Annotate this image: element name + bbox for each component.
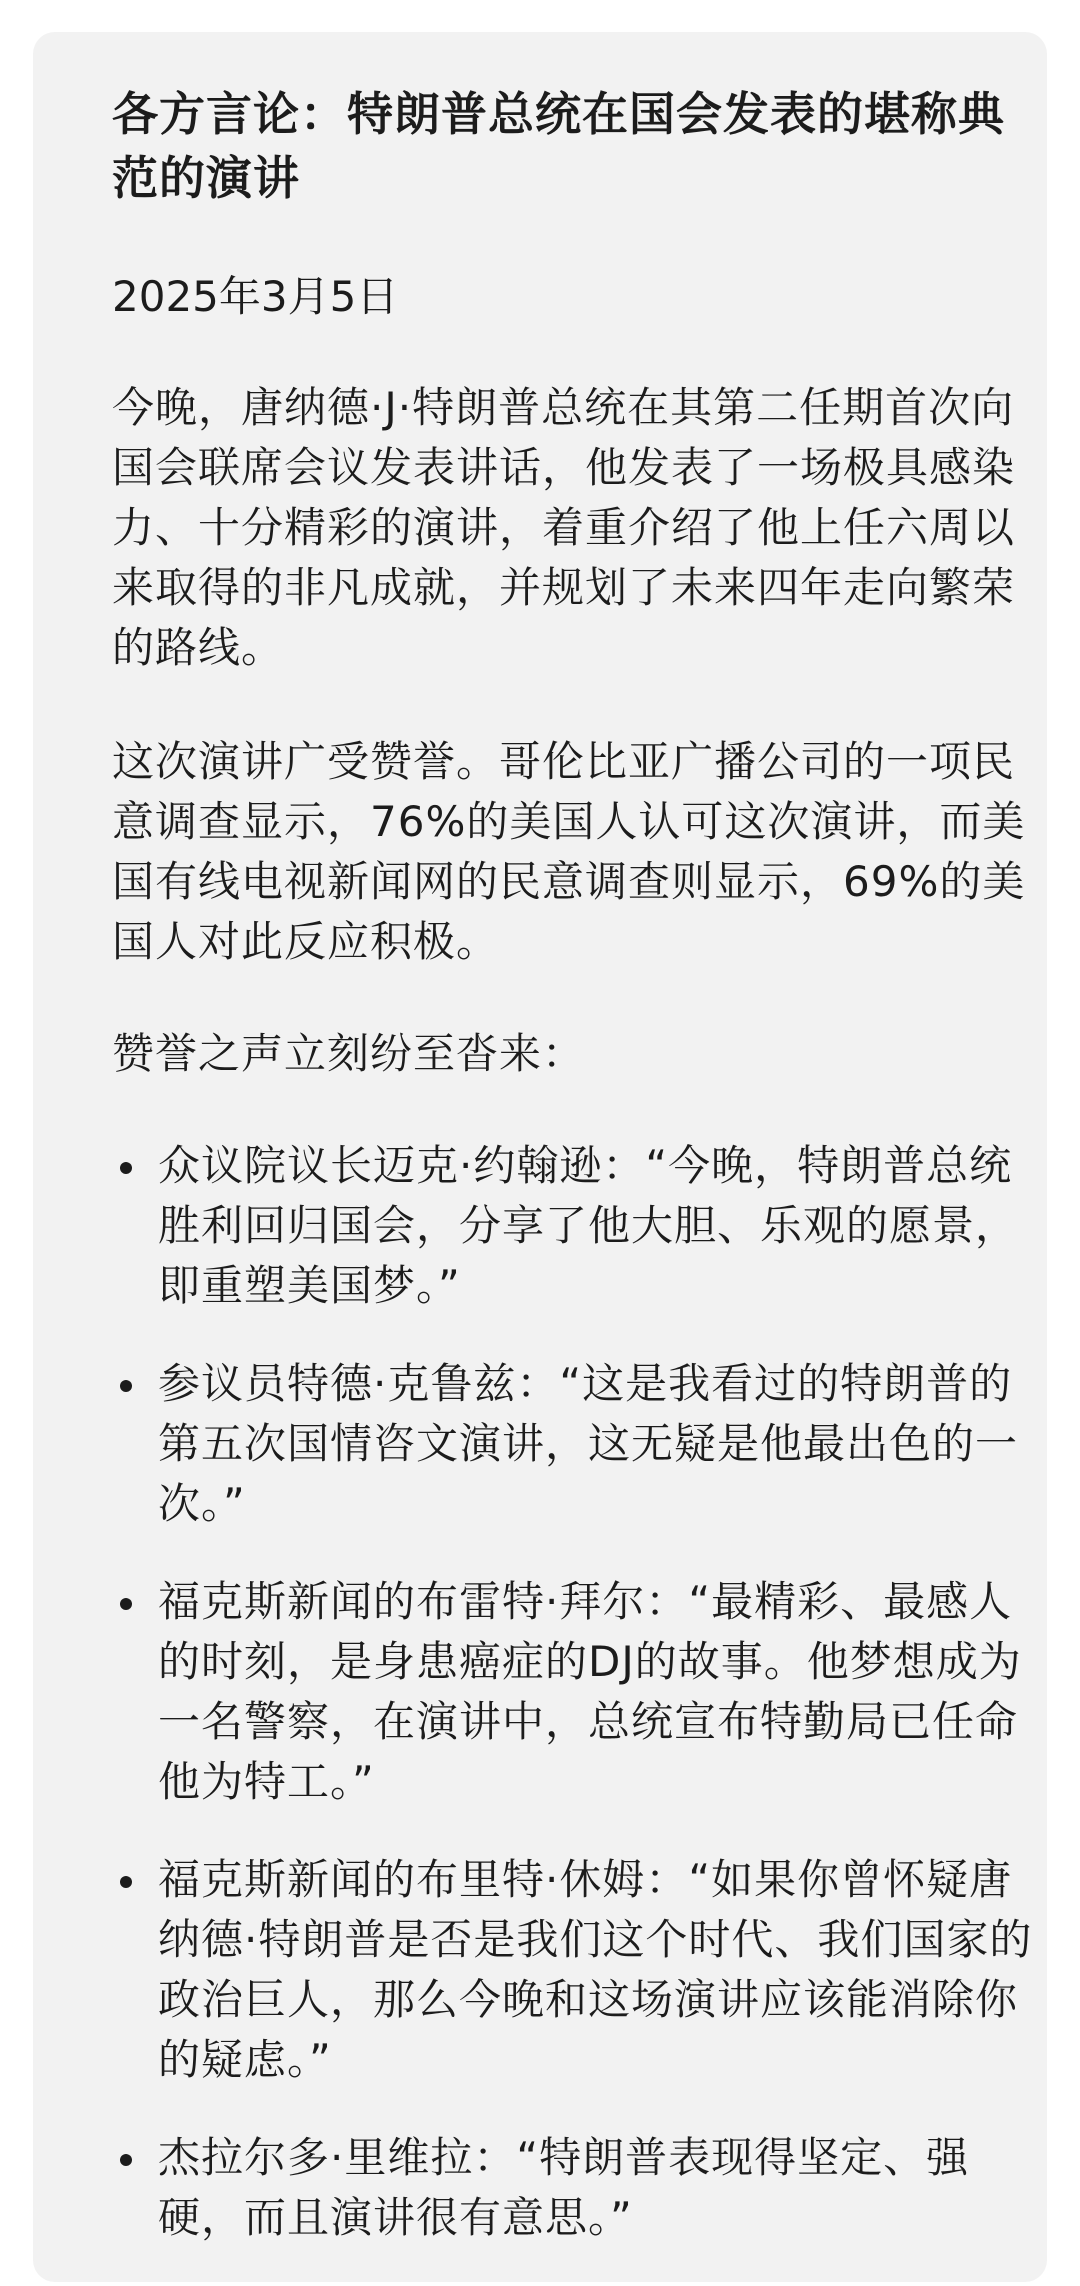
quote-text: 福克斯新闻的布里特·休姆：“如果你曾怀疑唐纳德·特朗普是否是我们这个时代、我们国家的政治巨人，那么今晚和这场演讲应该能消除你的疑虑。” xyxy=(158,1855,1033,2084)
quote-text: 众议院议长迈克·约翰逊：“今晚，特朗普总统胜利回归国会，分享了他大胆、乐观的愿景，即重塑美国梦。” xyxy=(158,1141,1019,1310)
bullet-icon xyxy=(120,2154,132,2166)
bullet-icon xyxy=(120,1598,132,1610)
quotes-list xyxy=(112,1136,1042,2248)
quote-item xyxy=(112,1572,1042,1812)
quote-item xyxy=(112,1136,1042,1316)
bullet-icon xyxy=(120,1162,132,1174)
article-title: 各方言论：特朗普总统在国会发表的堪称典范的演讲 xyxy=(112,87,1005,205)
bullet-icon xyxy=(120,1876,132,1888)
quote-text: 杰拉尔多·里维拉：“特朗普表现得坚定、强硬，而且演讲很有意思。” xyxy=(158,2133,970,2242)
quotes-intro: 赞誉之声立刻纷至沓来： xyxy=(112,1029,586,1078)
article-card xyxy=(33,32,1047,2282)
quote-item xyxy=(112,1850,1042,2090)
article-paragraph: 今晚，唐纳德·J·特朗普总统在其第二任期首次向国会联席会议发表讲话，他发表了一场极具感染力、十分精彩的演讲，着重介绍了他上任六周以来取得的非凡成就，并规划了未来四年走向繁荣的路线。 xyxy=(112,383,1016,672)
article-date: 2025年3月5日 xyxy=(112,272,399,321)
bullet-icon xyxy=(120,1380,132,1392)
article-content xyxy=(112,82,1042,2286)
quote-text: 参议员特德·克鲁兹：“这是我看过的特朗普的第五次国情咨文演讲，这无疑是他最出色的一次。” xyxy=(158,1359,1019,1528)
article-paragraph: 这次演讲广受赞誉。哥伦比亚广播公司的一项民意调查显示，76%的美国人认可这次演讲，而美国有线电视新闻网的民意调查则显示，69%的美国人对此反应积极。 xyxy=(112,737,1026,966)
quote-text: 福克斯新闻的布雷特·拜尔：“最精彩、最感人的时刻，是身患癌症的DJ的故事。他梦想成为一名警察，在演讲中，总统宣布特勤局已任命他为特工。” xyxy=(158,1577,1022,1806)
quote-item xyxy=(112,2128,1042,2248)
quote-item xyxy=(112,1354,1042,1534)
